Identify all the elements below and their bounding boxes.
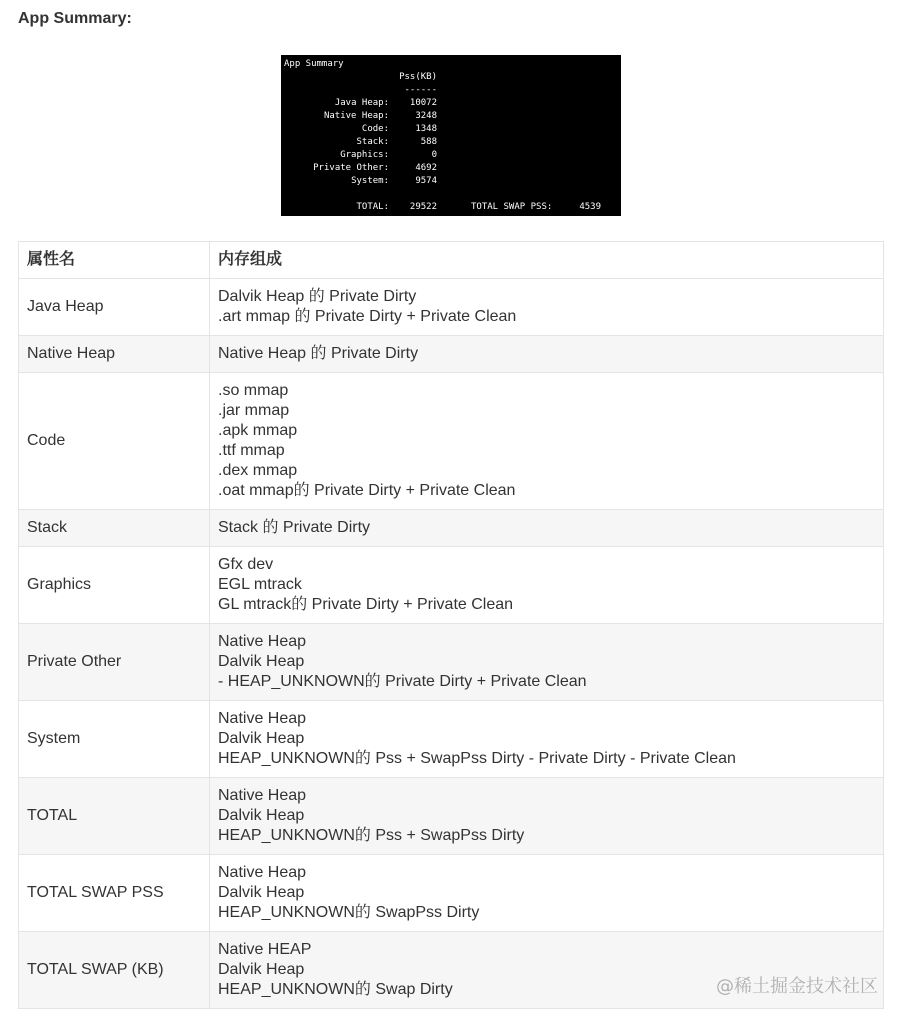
- row-attribute-name: Graphics: [19, 547, 210, 624]
- composition-line: GL mtrack的 Private Dirty + Private Clean: [218, 596, 514, 613]
- composition-line: .dex mmap: [218, 462, 298, 479]
- composition-line: EGL mtrack: [218, 576, 302, 593]
- row-memory-composition: [210, 373, 884, 510]
- terminal-row-label: Java Heap:: [334, 98, 389, 108]
- watermark: @稀土掘金技术社区: [716, 976, 878, 997]
- composition-line: .ttf mmap: [218, 442, 285, 459]
- row-memory-composition: [210, 701, 884, 778]
- terminal-row-label: Code:: [361, 124, 389, 134]
- terminal-swap-label: TOTAL SWAP PSS:: [471, 202, 553, 212]
- terminal-row-value: 0: [431, 150, 437, 160]
- table-row: [19, 701, 884, 778]
- row-attribute-name: Native Heap: [19, 336, 210, 373]
- row-memory-composition: [210, 778, 884, 855]
- terminal-row-label: Graphics:: [340, 150, 389, 160]
- terminal-swap-value: 4539: [579, 202, 601, 212]
- composition-line: .art mmap 的 Private Dirty + Private Clean: [218, 308, 517, 325]
- terminal-title: App Summary: [284, 59, 344, 69]
- row-attribute-name: System: [19, 701, 210, 778]
- terminal-total-value: 29522: [409, 202, 437, 212]
- composition-line: HEAP_UNKNOWN的 SwapPss Dirty: [218, 904, 480, 921]
- table-row: [19, 373, 884, 510]
- row-attribute-name: Java Heap: [19, 279, 210, 336]
- composition-line: Gfx dev: [218, 556, 274, 573]
- header-attribute-name: 属性名: [19, 242, 210, 279]
- row-attribute-name: Code: [19, 373, 210, 510]
- composition-line: Dalvik Heap: [218, 653, 305, 670]
- terminal-total-label: TOTAL:: [356, 202, 389, 212]
- row-attribute-name: TOTAL SWAP PSS: [19, 855, 210, 932]
- row-memory-composition: [210, 547, 884, 624]
- table-row: [19, 547, 884, 624]
- table-row: [19, 279, 884, 336]
- composition-line: Native Heap 的 Private Dirty: [218, 345, 419, 362]
- composition-line: Dalvik Heap: [218, 730, 305, 747]
- composition-line: .so mmap: [218, 382, 289, 399]
- composition-line: Stack 的 Private Dirty: [218, 519, 371, 536]
- terminal-row-value: 588: [420, 137, 437, 147]
- composition-line: Dalvik Heap: [218, 884, 305, 901]
- terminal-row-value: 3248: [415, 111, 437, 121]
- row-attribute-name: Stack: [19, 510, 210, 547]
- composition-line: HEAP_UNKNOWN的 Pss + SwapPss Dirty - Private Dirty - Private Clean: [218, 750, 736, 767]
- terminal-row-label: Private Other:: [313, 163, 389, 173]
- row-memory-composition: [210, 279, 884, 336]
- row-attribute-name: Private Other: [19, 624, 210, 701]
- row-attribute-name: TOTAL: [19, 778, 210, 855]
- row-memory-composition: [210, 855, 884, 932]
- row-memory-composition: [210, 624, 884, 701]
- composition-line: Dalvik Heap 的 Private Dirty: [218, 288, 417, 305]
- terminal-row-label: Stack:: [356, 137, 389, 147]
- terminal-row-value: 9574: [415, 176, 437, 186]
- composition-line: .jar mmap: [218, 402, 290, 419]
- composition-line: Dalvik Heap: [218, 961, 305, 978]
- composition-line: Native Heap: [218, 710, 307, 727]
- table-row: [19, 855, 884, 932]
- composition-line: .apk mmap: [218, 422, 298, 439]
- memory-composition-table: [18, 241, 884, 1009]
- table-row: [19, 336, 884, 373]
- composition-line: Native HEAP: [218, 941, 312, 958]
- table-row: [19, 624, 884, 701]
- composition-line: Native Heap: [218, 787, 307, 804]
- terminal-divider: ------: [404, 85, 437, 95]
- composition-line: Dalvik Heap: [218, 807, 305, 824]
- row-memory-composition: [210, 336, 884, 373]
- header-memory-composition: 内存组成: [210, 242, 884, 279]
- composition-line: Native Heap: [218, 633, 307, 650]
- table-header-row: [19, 242, 884, 279]
- terminal-row-value: 4692: [415, 163, 437, 173]
- row-memory-composition: [210, 510, 884, 547]
- terminal-row-value: 10072: [409, 98, 437, 108]
- composition-line: HEAP_UNKNOWN的 Pss + SwapPss Dirty: [218, 827, 525, 844]
- page-heading: App Summary:: [18, 10, 132, 27]
- composition-line: Native Heap: [218, 864, 307, 881]
- app-summary-terminal-screenshot: [281, 55, 621, 216]
- terminal-row-value: 1348: [415, 124, 437, 134]
- terminal-row-label: Native Heap:: [323, 111, 389, 121]
- composition-line: .oat mmap的 Private Dirty + Private Clean: [218, 482, 516, 499]
- row-attribute-name: TOTAL SWAP (KB): [19, 932, 210, 1009]
- table-row: [19, 510, 884, 547]
- composition-line: HEAP_UNKNOWN的 Swap Dirty: [218, 981, 453, 998]
- terminal-row-label: System:: [351, 176, 389, 186]
- terminal-column-header: Pss(KB): [399, 72, 437, 82]
- table-row: [19, 778, 884, 855]
- composition-line: - HEAP_UNKNOWN的 Private Dirty + Private Clean: [218, 673, 587, 690]
